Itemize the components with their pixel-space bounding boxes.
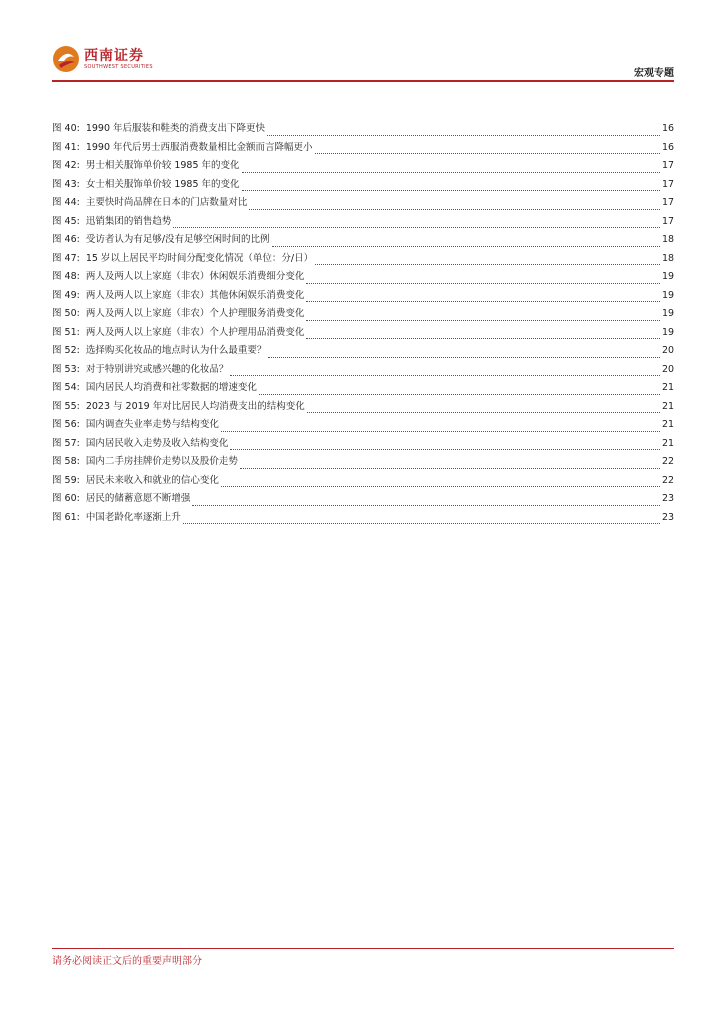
- toc-page-number: 20: [662, 345, 675, 356]
- toc-figure-number: 图 59:: [52, 474, 80, 486]
- toc-dot-leader: [272, 238, 660, 247]
- header-divider: [52, 80, 674, 82]
- toc-figure-number: 图 58:: [52, 456, 80, 467]
- toc-figure-number: 图 53:: [52, 363, 80, 375]
- toc-figure-title: 居民的储蓄意愿不断增强: [85, 493, 191, 504]
- toc-entry[interactable]: [52, 270, 674, 289]
- toc-dot-leader: [315, 256, 660, 265]
- toc-entry[interactable]: [52, 492, 674, 511]
- toc-figure-title: 中国老龄化率逐渐上升: [85, 511, 181, 523]
- toc-page-number: 22: [662, 456, 675, 467]
- toc-page-number: 16: [662, 123, 675, 134]
- toc-dot-leader: [259, 386, 660, 395]
- toc-dot-leader: [242, 164, 660, 173]
- footer-disclaimer: 请务必阅读正文后的重要声明部分: [52, 956, 202, 967]
- toc-figure-number: 图 46:: [52, 234, 80, 245]
- toc-dot-leader: [230, 441, 660, 450]
- document-type-label: 宏观专题: [634, 68, 674, 79]
- toc-page-number: 16: [662, 141, 675, 153]
- toc-figure-number: 图 41:: [52, 141, 80, 153]
- toc-figure-number: 图 55:: [52, 400, 80, 412]
- toc-dot-leader: [306, 293, 660, 302]
- toc-page-number: 19: [662, 289, 675, 301]
- toc-entry[interactable]: [52, 178, 674, 197]
- toc-page-number: 21: [662, 382, 675, 393]
- toc-entry[interactable]: [52, 511, 674, 530]
- toc-dot-leader: [315, 145, 660, 154]
- toc-figure-title: 国内居民人均消费和社零数据的增速变化: [85, 382, 257, 393]
- toc-figure-title: 对于特别讲究或感兴趣的化妆品？: [85, 363, 229, 375]
- toc-page-number: 18: [662, 252, 675, 264]
- page-header: [52, 42, 674, 82]
- toc-entry[interactable]: [52, 289, 674, 308]
- toc-page-number: 20: [662, 363, 675, 375]
- southwest-securities-logo-icon: [52, 45, 80, 73]
- toc-dot-leader: [306, 275, 660, 284]
- toc-dot-leader: [192, 497, 660, 506]
- toc-dot-leader: [306, 330, 660, 339]
- toc-figure-number: 图 48:: [52, 271, 80, 282]
- toc-figure-number: 图 43:: [52, 178, 80, 190]
- toc-figure-number: 图 42:: [52, 160, 80, 171]
- toc-page-number: 17: [662, 160, 675, 171]
- toc-figure-number: 图 49:: [52, 289, 80, 301]
- toc-dot-leader: [221, 423, 660, 432]
- toc-entry[interactable]: [52, 215, 674, 234]
- toc-page-number: 23: [662, 511, 675, 523]
- toc-figure-title: 迅销集团的销售趋势: [85, 215, 172, 227]
- toc-entry[interactable]: [52, 159, 674, 178]
- toc-figure-title: 国内二手房挂牌价走势以及股价走势: [85, 456, 238, 467]
- toc-figure-title: 女士相关服饰单价较 1985 年的变化: [85, 178, 240, 190]
- toc-dot-leader: [268, 349, 660, 358]
- toc-figure-number: 图 45:: [52, 215, 80, 227]
- toc-entry[interactable]: [52, 418, 674, 437]
- toc-entry[interactable]: [52, 122, 674, 141]
- toc-figure-number: 图 51:: [52, 326, 80, 338]
- toc-entry[interactable]: [52, 252, 674, 271]
- toc-dot-leader: [230, 367, 660, 376]
- toc-figure-title: 两人及两人以上家庭（非农）其他休闲娱乐消费变化: [85, 289, 305, 301]
- toc-page-number: 21: [662, 400, 675, 412]
- toc-figure-number: 图 54:: [52, 382, 80, 393]
- logo-chinese-name: 西南证券: [84, 47, 144, 64]
- toc-page-number: 19: [662, 326, 675, 338]
- toc-page-number: 21: [662, 437, 675, 449]
- company-logo: [52, 42, 153, 76]
- toc-page-number: 22: [662, 474, 675, 486]
- toc-page-number: 23: [662, 493, 675, 504]
- toc-entry[interactable]: [52, 307, 674, 326]
- toc-page-number: 21: [662, 419, 675, 430]
- toc-figure-number: 图 61:: [52, 511, 80, 523]
- toc-figure-number: 图 40:: [52, 123, 80, 134]
- toc-figure-title: 15 岁以上居民平均时间分配变化情况（单位：分/日）: [85, 252, 314, 264]
- footer-divider: [52, 948, 674, 949]
- logo-english-name: SOUTHWEST SECURITIES: [84, 63, 153, 70]
- toc-figure-number: 图 57:: [52, 437, 80, 449]
- toc-figure-title: 2023 与 2019 年对比居民人均消费支出的结构变化: [85, 400, 305, 412]
- toc-figure-number: 图 44:: [52, 197, 80, 208]
- toc-entry[interactable]: [52, 437, 674, 456]
- toc-page-number: 17: [662, 197, 675, 208]
- toc-entry[interactable]: [52, 326, 674, 345]
- toc-figure-title: 男士相关服饰单价较 1985 年的变化: [85, 160, 240, 171]
- toc-entry[interactable]: [52, 455, 674, 474]
- toc-figure-number: 图 60:: [52, 493, 80, 504]
- toc-dot-leader: [249, 201, 660, 210]
- toc-figure-title: 国内调查失业率走势与结构变化: [85, 419, 219, 430]
- toc-entry[interactable]: [52, 474, 674, 493]
- toc-entry[interactable]: [52, 381, 674, 400]
- toc-figure-title: 居民未来收入和就业的信心变化: [85, 474, 219, 486]
- toc-entry[interactable]: [52, 363, 674, 382]
- toc-figure-title: 国内居民收入走势及收入结构变化: [85, 437, 229, 449]
- toc-entry[interactable]: [52, 141, 674, 160]
- toc-entry[interactable]: [52, 344, 674, 363]
- toc-page-number: 18: [662, 234, 675, 245]
- toc-dot-leader: [183, 515, 660, 524]
- toc-entry[interactable]: [52, 196, 674, 215]
- toc-figure-number: 图 50:: [52, 308, 80, 319]
- toc-figure-number: 图 52:: [52, 345, 80, 356]
- toc-figure-title: 两人及两人以上家庭（非农）休闲娱乐消费细分变化: [85, 271, 305, 282]
- toc-figure-title: 受访者认为有足够/没有足够空闲时间的比例: [85, 234, 270, 245]
- toc-page-number: 19: [662, 271, 675, 282]
- toc-figure-number: 图 47:: [52, 252, 80, 264]
- toc-dot-leader: [267, 127, 660, 136]
- toc-dot-leader: [240, 460, 660, 469]
- toc-entry[interactable]: [52, 233, 674, 252]
- toc-page-number: 17: [662, 178, 675, 190]
- toc-figure-title: 主要快时尚品牌在日本的门店数量对比: [85, 197, 248, 208]
- toc-dot-leader: [307, 404, 660, 413]
- toc-dot-leader: [306, 312, 660, 321]
- toc-figure-number: 图 56:: [52, 419, 80, 430]
- toc-figure-title: 两人及两人以上家庭（非农）个人护理服务消费变化: [85, 308, 305, 319]
- toc-figure-title: 选择购买化妆品的地点时认为什么最重要？: [85, 345, 267, 356]
- toc-page-number: 17: [662, 215, 675, 227]
- toc-figure-title: 两人及两人以上家庭（非农）个人护理用品消费变化: [85, 326, 305, 338]
- toc-dot-leader: [221, 478, 660, 487]
- figure-list: [52, 122, 674, 529]
- toc-figure-title: 1990 年代后男士西服消费数量相比金额而言降幅更小: [85, 141, 313, 153]
- toc-entry[interactable]: [52, 400, 674, 419]
- toc-figure-title: 1990 年后服装和鞋类的消费支出下降更快: [85, 123, 266, 134]
- toc-page-number: 19: [662, 308, 675, 319]
- toc-dot-leader: [242, 182, 660, 191]
- toc-dot-leader: [173, 219, 660, 228]
